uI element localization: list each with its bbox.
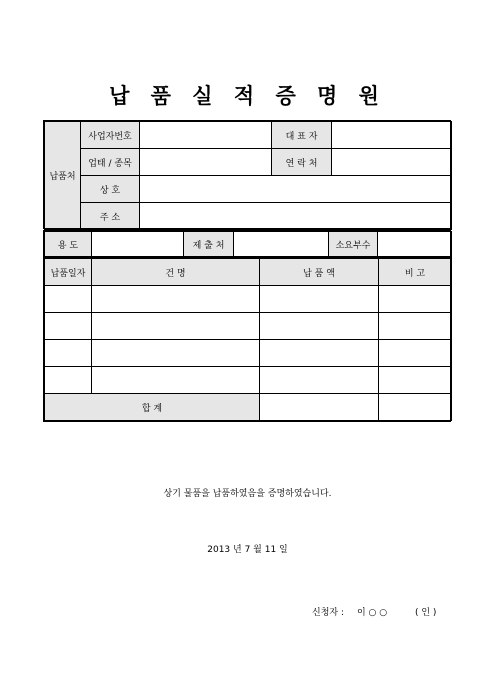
purpose-label: 용 도	[45, 232, 92, 258]
vendor-group-label: 납품처	[45, 122, 81, 230]
remarks-cell[interactable]	[379, 367, 452, 394]
seal-label: ( 인 )	[415, 608, 437, 618]
amount-cell[interactable]	[260, 313, 379, 340]
table-row	[45, 313, 452, 340]
date-cell[interactable]	[45, 340, 92, 367]
date-cell[interactable]	[45, 367, 92, 394]
address-field[interactable]	[140, 203, 452, 230]
applicant-label: 신청자 :	[312, 608, 344, 618]
header-delivery-date: 납품일자	[45, 259, 92, 286]
item-cell[interactable]	[92, 367, 260, 394]
submit-to-field[interactable]	[234, 232, 329, 258]
total-label: 합 계	[45, 394, 260, 421]
business-type-label: 업태 / 종목	[81, 149, 140, 176]
item-cell[interactable]	[92, 340, 260, 367]
items-table	[44, 258, 452, 421]
remarks-cell[interactable]	[379, 286, 452, 313]
amount-cell[interactable]	[260, 367, 379, 394]
business-type-field[interactable]	[140, 149, 272, 176]
contact-label: 연 락 처	[272, 149, 332, 176]
document-title: 납 품 실 적 증 명 원	[109, 84, 386, 108]
contact-field[interactable]	[332, 149, 452, 176]
remarks-cell[interactable]	[379, 340, 452, 367]
date-cell[interactable]	[45, 286, 92, 313]
company-name-field[interactable]	[140, 176, 452, 203]
issue-date: 2013 년 7 월 11 일	[207, 545, 288, 555]
table-row	[45, 286, 452, 313]
amount-cell[interactable]	[260, 286, 379, 313]
item-cell[interactable]	[92, 286, 260, 313]
table-row	[45, 367, 452, 394]
certification-text: 상기 물품을 납품하였음을 증명하였습니다.	[163, 489, 332, 499]
applicant-name: 이 ○ ○	[357, 608, 388, 618]
vendor-info-table	[44, 121, 452, 230]
date-cell[interactable]	[45, 313, 92, 340]
total-remarks-field[interactable]	[379, 394, 452, 421]
remarks-cell[interactable]	[379, 313, 452, 340]
header-remarks: 비 고	[379, 259, 452, 286]
amount-cell[interactable]	[260, 340, 379, 367]
copies-field[interactable]	[378, 232, 452, 258]
representative-field[interactable]	[332, 122, 452, 149]
purpose-table	[44, 231, 452, 258]
purpose-field[interactable]	[92, 232, 184, 258]
item-cell[interactable]	[92, 313, 260, 340]
total-amount-field[interactable]	[260, 394, 379, 421]
submit-to-label: 제 출 처	[184, 232, 234, 258]
address-label: 주 소	[81, 203, 140, 230]
copies-label: 소요부수	[329, 232, 378, 258]
table-row	[45, 340, 452, 367]
representative-label: 대 표 자	[272, 122, 332, 149]
header-amount: 납 품 액	[260, 259, 379, 286]
business-number-label: 사업자번호	[81, 122, 140, 149]
header-item-name: 건 명	[92, 259, 260, 286]
business-number-field[interactable]	[140, 122, 272, 149]
company-name-label: 상 호	[81, 176, 140, 203]
